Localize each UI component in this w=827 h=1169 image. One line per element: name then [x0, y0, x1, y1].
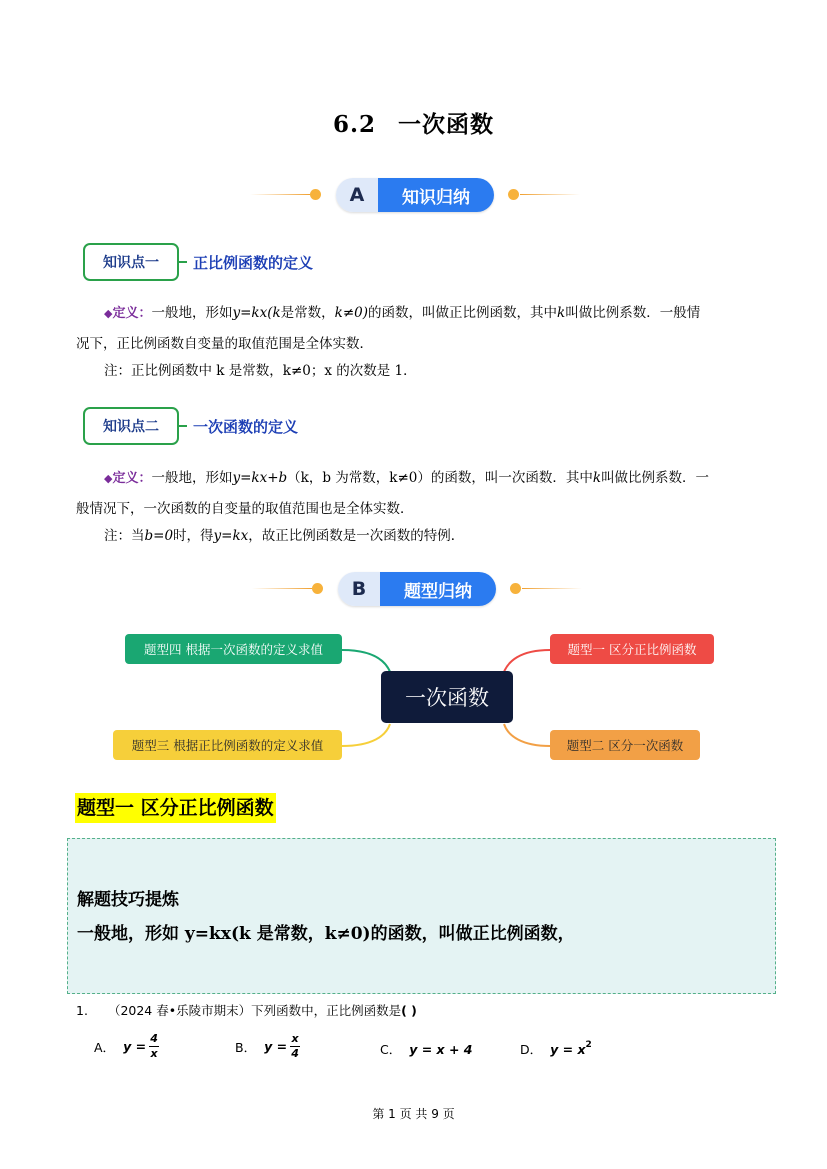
section-heading-type1: 题型一 区分正比例函数 [75, 793, 276, 823]
kp1-connector [179, 261, 187, 263]
mindmap-center: 一次函数 [381, 671, 513, 723]
diamond-icon: ◆ [104, 472, 113, 485]
banner-a [250, 178, 580, 212]
formula: y=kx+b [232, 470, 288, 486]
numerator: x [291, 1032, 299, 1045]
banner-dot-left [312, 583, 323, 594]
tips-title: 解题技巧提炼 [77, 890, 179, 910]
kp2-def-line2: 般情况下，一次函数的自变量的取值范围也是全体实数． [76, 501, 414, 517]
diamond-icon: ◆ [104, 307, 113, 320]
condition: k≠0) [334, 305, 369, 321]
page-footer: 第 1 页 共 9 页 [372, 1107, 455, 1121]
banner-dot-right [510, 583, 521, 594]
def-label: 定义： [112, 471, 152, 486]
question-1 [76, 1001, 417, 1019]
variable-k: k [557, 305, 566, 321]
connector-bottom-left [342, 724, 390, 746]
def-text: 叫做比例系数．一般情 [565, 305, 701, 321]
banner-dot-left [310, 189, 321, 200]
kp1-def-line2: 况下，正比例函数自变量的取值范围是全体实数． [76, 336, 373, 352]
kp2-note [76, 524, 756, 548]
option-b[interactable] [235, 1033, 300, 1060]
page-title [0, 106, 827, 139]
kp2-def-line1 [76, 463, 756, 494]
banner-letter: A [336, 178, 378, 212]
note-text: 时，得 [173, 528, 214, 544]
def-text: 一般地，形如 [151, 305, 233, 321]
note-formula: b=0 [144, 528, 174, 544]
denominator: x [150, 1047, 158, 1060]
knowledge-point-1 [83, 243, 313, 281]
banner-letter: B [338, 572, 380, 606]
variable-k: k [592, 470, 602, 486]
note-text: 注：当 [104, 528, 145, 544]
option-lhs: y = [123, 1039, 147, 1054]
fraction [290, 1033, 300, 1060]
option-d[interactable] [520, 1040, 592, 1058]
question-number: 1. [76, 1003, 88, 1018]
exponent: 2 [585, 1040, 592, 1050]
kp1-definition [76, 298, 756, 383]
option-a[interactable] [94, 1033, 159, 1060]
banner-label: 知识归纳 [378, 178, 494, 212]
section-number: 6.2 [332, 111, 376, 138]
def-text: 是常数， [280, 305, 335, 321]
formula: y=kx(k [232, 305, 281, 321]
option-label: A． [94, 1039, 116, 1055]
banner-b [252, 572, 582, 606]
kp1-title: 正比例函数的定义 [193, 253, 314, 272]
kp2-connector [179, 425, 187, 427]
knowledge-point-2 [83, 407, 298, 445]
banner-pill [338, 572, 496, 606]
def-text: 叫做比例系数．一 [601, 470, 710, 486]
tips-text: 一般地，形如 y=kx(k 是常数，k≠0)的函数，叫做正比例函数， [77, 924, 575, 944]
option-equation: y = x [550, 1041, 586, 1057]
def-label: 定义： [112, 306, 152, 321]
banner-pill [336, 178, 494, 212]
banner-line-left [250, 194, 310, 195]
question-text: （2024 春•乐陵市期末）下列函数中，正比例函数是 [107, 1003, 402, 1018]
section-title: 一次函数 [398, 111, 494, 138]
kp2-title: 一次函数的定义 [193, 417, 299, 436]
kp2-tag: 知识点二 [83, 407, 179, 445]
mindmap-node-type3: 题型三 根据正比例函数的定义求值 [113, 730, 342, 760]
kp1-tag: 知识点一 [83, 243, 179, 281]
option-label: D． [520, 1042, 543, 1057]
connector-bottom-right [504, 724, 550, 746]
banner-label: 题型归纳 [380, 572, 496, 606]
fraction [149, 1033, 159, 1060]
option-equation: y = x + 4 [409, 1041, 473, 1057]
banner-line-right [520, 194, 580, 195]
mindmap-node-type2: 题型二 区分一次函数 [550, 730, 700, 760]
kp2-definition [76, 463, 756, 548]
banner-dot-right [508, 189, 519, 200]
denominator: 4 [291, 1047, 299, 1060]
def-text: （k，b 为常数，k≠0）的函数，叫一次函数．其中 [287, 470, 593, 486]
answer-paren: ( ) [401, 1003, 417, 1018]
note-text: ，故正比例函数是一次函数的特例． [248, 528, 465, 544]
note-formula: y=kx [213, 528, 249, 544]
option-label: B． [235, 1039, 257, 1055]
option-lhs: y = [264, 1039, 288, 1054]
def-text: 的函数，叫做正比例函数，其中 [368, 305, 558, 321]
numerator: 4 [150, 1032, 158, 1045]
banner-line-right [522, 588, 582, 589]
mindmap-node-type1: 题型一 区分正比例函数 [550, 634, 714, 664]
def-text: 一般地，形如 [151, 470, 233, 486]
banner-line-left [252, 588, 312, 589]
kp1-def-line1 [76, 298, 756, 329]
kp1-note: 注：正比例函数中 k 是常数，k≠0；x 的次数是 1． [104, 363, 417, 379]
option-label: C． [380, 1042, 402, 1057]
tips-box [67, 838, 776, 994]
option-c[interactable] [380, 1040, 473, 1058]
mindmap-node-type4: 题型四 根据一次函数的定义求值 [125, 634, 342, 664]
